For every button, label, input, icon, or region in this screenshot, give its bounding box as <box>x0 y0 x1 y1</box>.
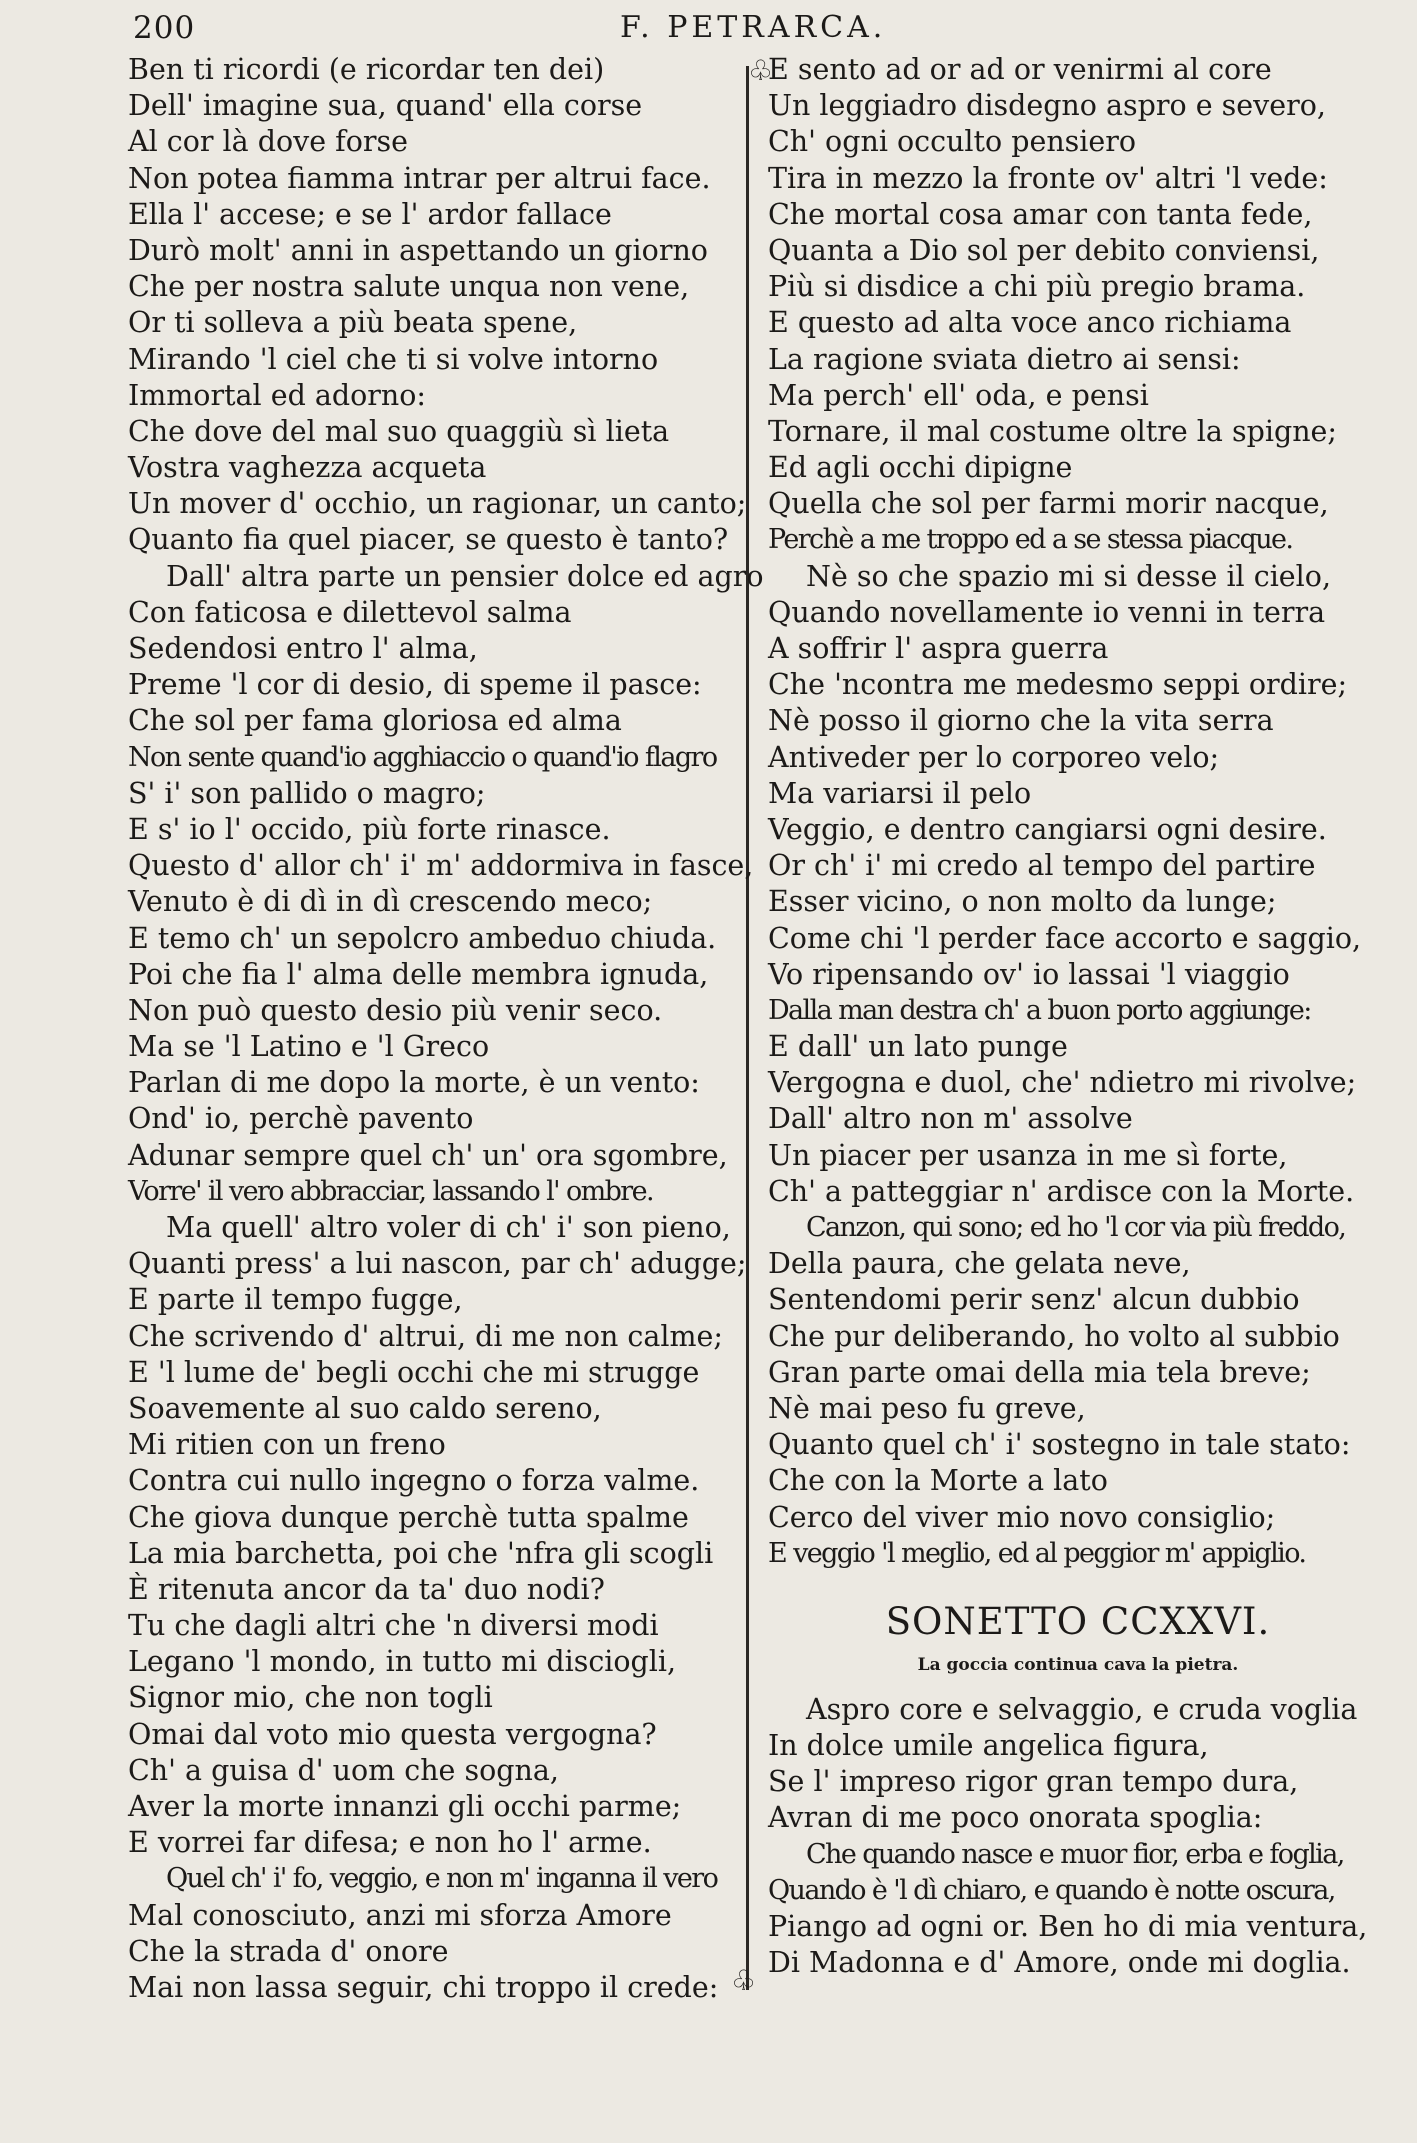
verse-line: Quanto fia quel piacer, se questo è tanto? <box>128 523 729 557</box>
page-header <box>0 6 1417 56</box>
verse-line: Ed agli occhi dipigne <box>768 451 1073 485</box>
verse-line: Di Madonna e d' Amore, onde mi doglia. <box>768 1946 1351 1980</box>
verse-line: Aver la morte innanzi gli occhi parme; <box>128 1790 682 1823</box>
verse-line: Come chi 'l perder face accorto e saggio, <box>768 921 1362 955</box>
verse-line: Non sente quand'io agghiaccio o quand'io flagro <box>128 741 717 773</box>
verse-line: Dalla man destra ch' a buon porto aggiunge: <box>768 994 1311 1026</box>
fleuron-ornament-icon: ♧ <box>748 54 774 87</box>
verse-line: Piango ad ogni or. Ben ho di mia ventura, <box>768 1910 1368 1943</box>
verse-line: Aspro core e selvaggio, e cruda voglia <box>806 1692 1358 1726</box>
verse-line: Che quando nasce e muor fior, erba e foglia, <box>806 1838 1344 1870</box>
verse-line: Quanta a Dio sol per debito conviensi, <box>768 233 1320 267</box>
verse-line: La ragione sviata dietro ai sensi: <box>768 342 1241 376</box>
verse-line: E sento ad or ad or venirmi al core <box>768 53 1272 86</box>
verse-line: Che dove del mal suo quaggiù sì lieta <box>128 414 670 448</box>
verse-line: Ma se 'l Latino e 'l Greco <box>128 1030 490 1064</box>
verse-line: E dall' un lato punge <box>768 1030 1068 1064</box>
verse-line: Se l' impreso rigor gran tempo dura, <box>768 1765 1299 1799</box>
verse-line: Parlan di me dopo la morte, è un vento: <box>128 1066 700 1100</box>
verse-line: Tornare, il mal costume oltre la spigne; <box>768 414 1338 448</box>
verse-line: Omai dal voto mio questa vergogna? <box>128 1717 657 1751</box>
verse-line: Legano 'l mondo, in tutto mi disciogli, <box>128 1645 677 1679</box>
verse-line: Mai non lassa seguir, chi troppo il crede: <box>128 1970 719 2004</box>
verse-line: Or ch' i' mi credo al tempo del partire <box>768 849 1316 883</box>
verse-line: Poi che fia l' alma delle membra ignuda, <box>128 957 709 991</box>
verse-line: In dolce umile angelica figura, <box>768 1729 1209 1763</box>
verse-line: Durò molt' anni in aspettando un giorno <box>128 233 708 267</box>
verse-line: Or ti solleva a più beata spene, <box>128 306 578 340</box>
page-number: 200 <box>133 10 196 46</box>
canzone-continuation <box>768 52 1388 1572</box>
verse-line: E temo ch' un sepolcro ambeduo chiuda. <box>128 921 717 955</box>
verse-line: Nè mai peso fu greve, <box>768 1391 1086 1425</box>
verse-line: Vorre' il vero abbracciar, lassando l' ombre. <box>128 1175 653 1207</box>
verse-line: Un piacer per usanza in me sì forte, <box>768 1138 1288 1172</box>
verse-line: Canzon, qui sono; ed ho 'l cor via più freddo, <box>806 1212 1346 1243</box>
sonnet-body <box>768 1692 1388 1982</box>
verse-line: Non potea fiamma intrar per altrui face. <box>128 161 711 195</box>
verse-line: Più si disdice a chi più pregio brama. <box>768 270 1306 304</box>
verse-line: Preme 'l cor di desio, di speme il pasce: <box>128 668 702 702</box>
sonnet-heading: SONETTO CCXXVI. <box>885 1599 1271 1643</box>
verse-line: Ch' a guisa d' uom che sogna, <box>128 1753 559 1787</box>
verse-line: Antiveder per lo corporeo velo; <box>768 740 1220 774</box>
verse-line: Dall' altra parte un pensier dolce ed agro <box>166 559 764 593</box>
verse-line: Ch' a patteggiar n' ardisce con la Morte. <box>768 1174 1355 1208</box>
verse-line: Sentendomi perir senz' alcun dubbio <box>768 1283 1300 1317</box>
verse-line: Al cor là dove forse <box>128 125 408 159</box>
verse-line: Avran di me poco onorata spoglia: <box>768 1801 1263 1835</box>
right-text-column <box>768 52 1388 1981</box>
verse-line: Gran parte omai della mia tela breve; <box>768 1355 1311 1389</box>
verse-line: Quando novellamente io venni in terra <box>768 595 1326 629</box>
verse-line: Ella l' accese; e se l' ardor fallace <box>128 197 612 231</box>
verse-line: Vo ripensando ov' io lassai 'l viaggio <box>768 957 1290 991</box>
verse-line: Mirando 'l ciel che ti si volve intorno <box>128 342 659 376</box>
verse-line: Ma variarsi il pelo <box>768 776 1032 810</box>
verse-line: Immortal ed adorno: <box>128 378 427 412</box>
verse-line: Mal conosciuto, anzi mi sforza Amore <box>128 1898 672 1932</box>
verse-line: È ritenuta ancor da ta' duo nodi? <box>128 1572 605 1606</box>
verse-line: Veggio, e dentro cangiarsi ogni desire. <box>768 812 1327 846</box>
verse-line: Che sol per fama gloriosa ed alma <box>128 704 622 738</box>
verse-line: Contra cui nullo ingegno o forza valme. <box>128 1464 700 1498</box>
verse-line: Soavemente al suo caldo sereno, <box>128 1391 602 1425</box>
verse-line: Che mortal cosa amar con tanta fede, <box>768 197 1313 231</box>
verse-line: Quanto quel ch' i' sostegno in tale stato: <box>768 1428 1351 1462</box>
verse-line: E s' io l' occido, più forte rinasce. <box>128 812 611 846</box>
verse-line: Un mover d' occhio, un ragionar, un canto; <box>128 487 747 521</box>
verse-line: Che giova dunque perchè tutta spalme <box>128 1500 689 1534</box>
verse-line: Sedendosi entro l' alma, <box>128 632 478 665</box>
verse-line: Un leggiadro disdegno aspro e severo, <box>768 89 1326 123</box>
verse-line: E vorrei far difesa; e non ho l' arme. <box>128 1826 652 1860</box>
verse-line: Vergogna e duol, che' ndietro mi rivolve; <box>768 1066 1357 1100</box>
verse-line: E questo ad alta voce anco richiama <box>768 306 1292 340</box>
verse-line: Dall' altro non m' assolve <box>768 1102 1133 1136</box>
verse-line: Venuto è di dì in dì crescendo meco; <box>128 885 653 919</box>
running-title: F. PETRARCA. <box>620 10 887 45</box>
verse-line: Della paura, che gelata neve, <box>768 1247 1191 1281</box>
verse-line: E 'l lume de' begli occhi che mi strugge <box>128 1355 700 1389</box>
verse-line: Adunar sempre quel ch' un' ora sgombre, <box>128 1138 728 1172</box>
verse-line: Quando è 'l dì chiaro, e quando è notte oscura, <box>768 1874 1335 1906</box>
verse-line: Ond' io, perchè pavento <box>128 1102 474 1136</box>
verse-line: Ma quell' altro voler di ch' i' son pieno, <box>166 1211 731 1244</box>
sonnet-subtitle: La goccia continua cava la pietra. <box>917 1654 1239 1675</box>
verse-line: Che pur deliberando, ho volto al subbio <box>768 1319 1340 1353</box>
fleuron-ornament-icon: ♧ <box>731 1964 757 1997</box>
verse-line: Perchè a me troppo ed a se stessa piacque. <box>768 524 1293 556</box>
verse-line: Tira in mezzo la fronte ov' altri 'l vede: <box>768 161 1328 195</box>
verse-line: Che scrivendo d' altrui, di me non calme; <box>128 1319 723 1353</box>
verse-line: Ch' ogni occulto pensiero <box>768 125 1137 159</box>
verse-line: E parte il tempo fugge, <box>128 1283 463 1317</box>
verse-line: Vostra vaghezza acqueta <box>128 451 487 485</box>
verse-line: Che 'ncontra me medesmo seppi ordire; <box>768 668 1348 702</box>
verse-line: Che con la Morte a lato <box>768 1464 1108 1498</box>
verse-line: Dell' imagine sua, quand' ella corse <box>128 89 643 123</box>
verse-line: Ben ti ricordi (e ricordar ten dei) <box>128 53 605 86</box>
verse-line: Ma perch' ell' oda, e pensi <box>768 378 1149 412</box>
verse-line: Nè posso il giorno che la vita serra <box>768 704 1274 738</box>
verse-line: Nè so che spazio mi si desse il cielo, <box>806 559 1332 593</box>
verse-line: Con faticosa e dilettevol salma <box>128 595 572 629</box>
verse-line: Signor mio, che non togli <box>128 1681 493 1715</box>
verse-line: Tu che dagli altri che 'n diversi modi <box>128 1609 659 1643</box>
verse-line: Questo d' allor ch' i' m' addormiva in fasce, <box>128 849 754 883</box>
verse-line: Non può questo desio più venir seco. <box>128 993 663 1027</box>
verse-line: Quanti press' a lui nascon, par ch' adugge; <box>128 1247 747 1281</box>
verse-line: S' i' son pallido o magro; <box>128 776 486 810</box>
verse-line: Esser vicino, o non molto da lunge; <box>768 885 1277 919</box>
verse-line: A soffrir l' aspra guerra <box>768 632 1109 665</box>
verse-line: Che la strada d' onore <box>128 1934 449 1968</box>
verse-line: Mi ritien con un freno <box>128 1428 446 1462</box>
verse-line: Cerco del viver mio novo consiglio; <box>768 1500 1276 1534</box>
verse-line: E veggio 'l meglio, ed al peggior m' appiglio. <box>768 1537 1306 1569</box>
verse-line: La mia barchetta, poi che 'nfra gli scogli <box>128 1536 714 1570</box>
verse-line: Quel ch' i' fo, veggio, e non m' inganna il vero <box>166 1863 718 1895</box>
left-text-column <box>128 52 764 2006</box>
verse-line: Quella che sol per farmi morir nacque, <box>768 487 1329 521</box>
verse-line: Che per nostra salute unqua non vene, <box>128 270 690 304</box>
